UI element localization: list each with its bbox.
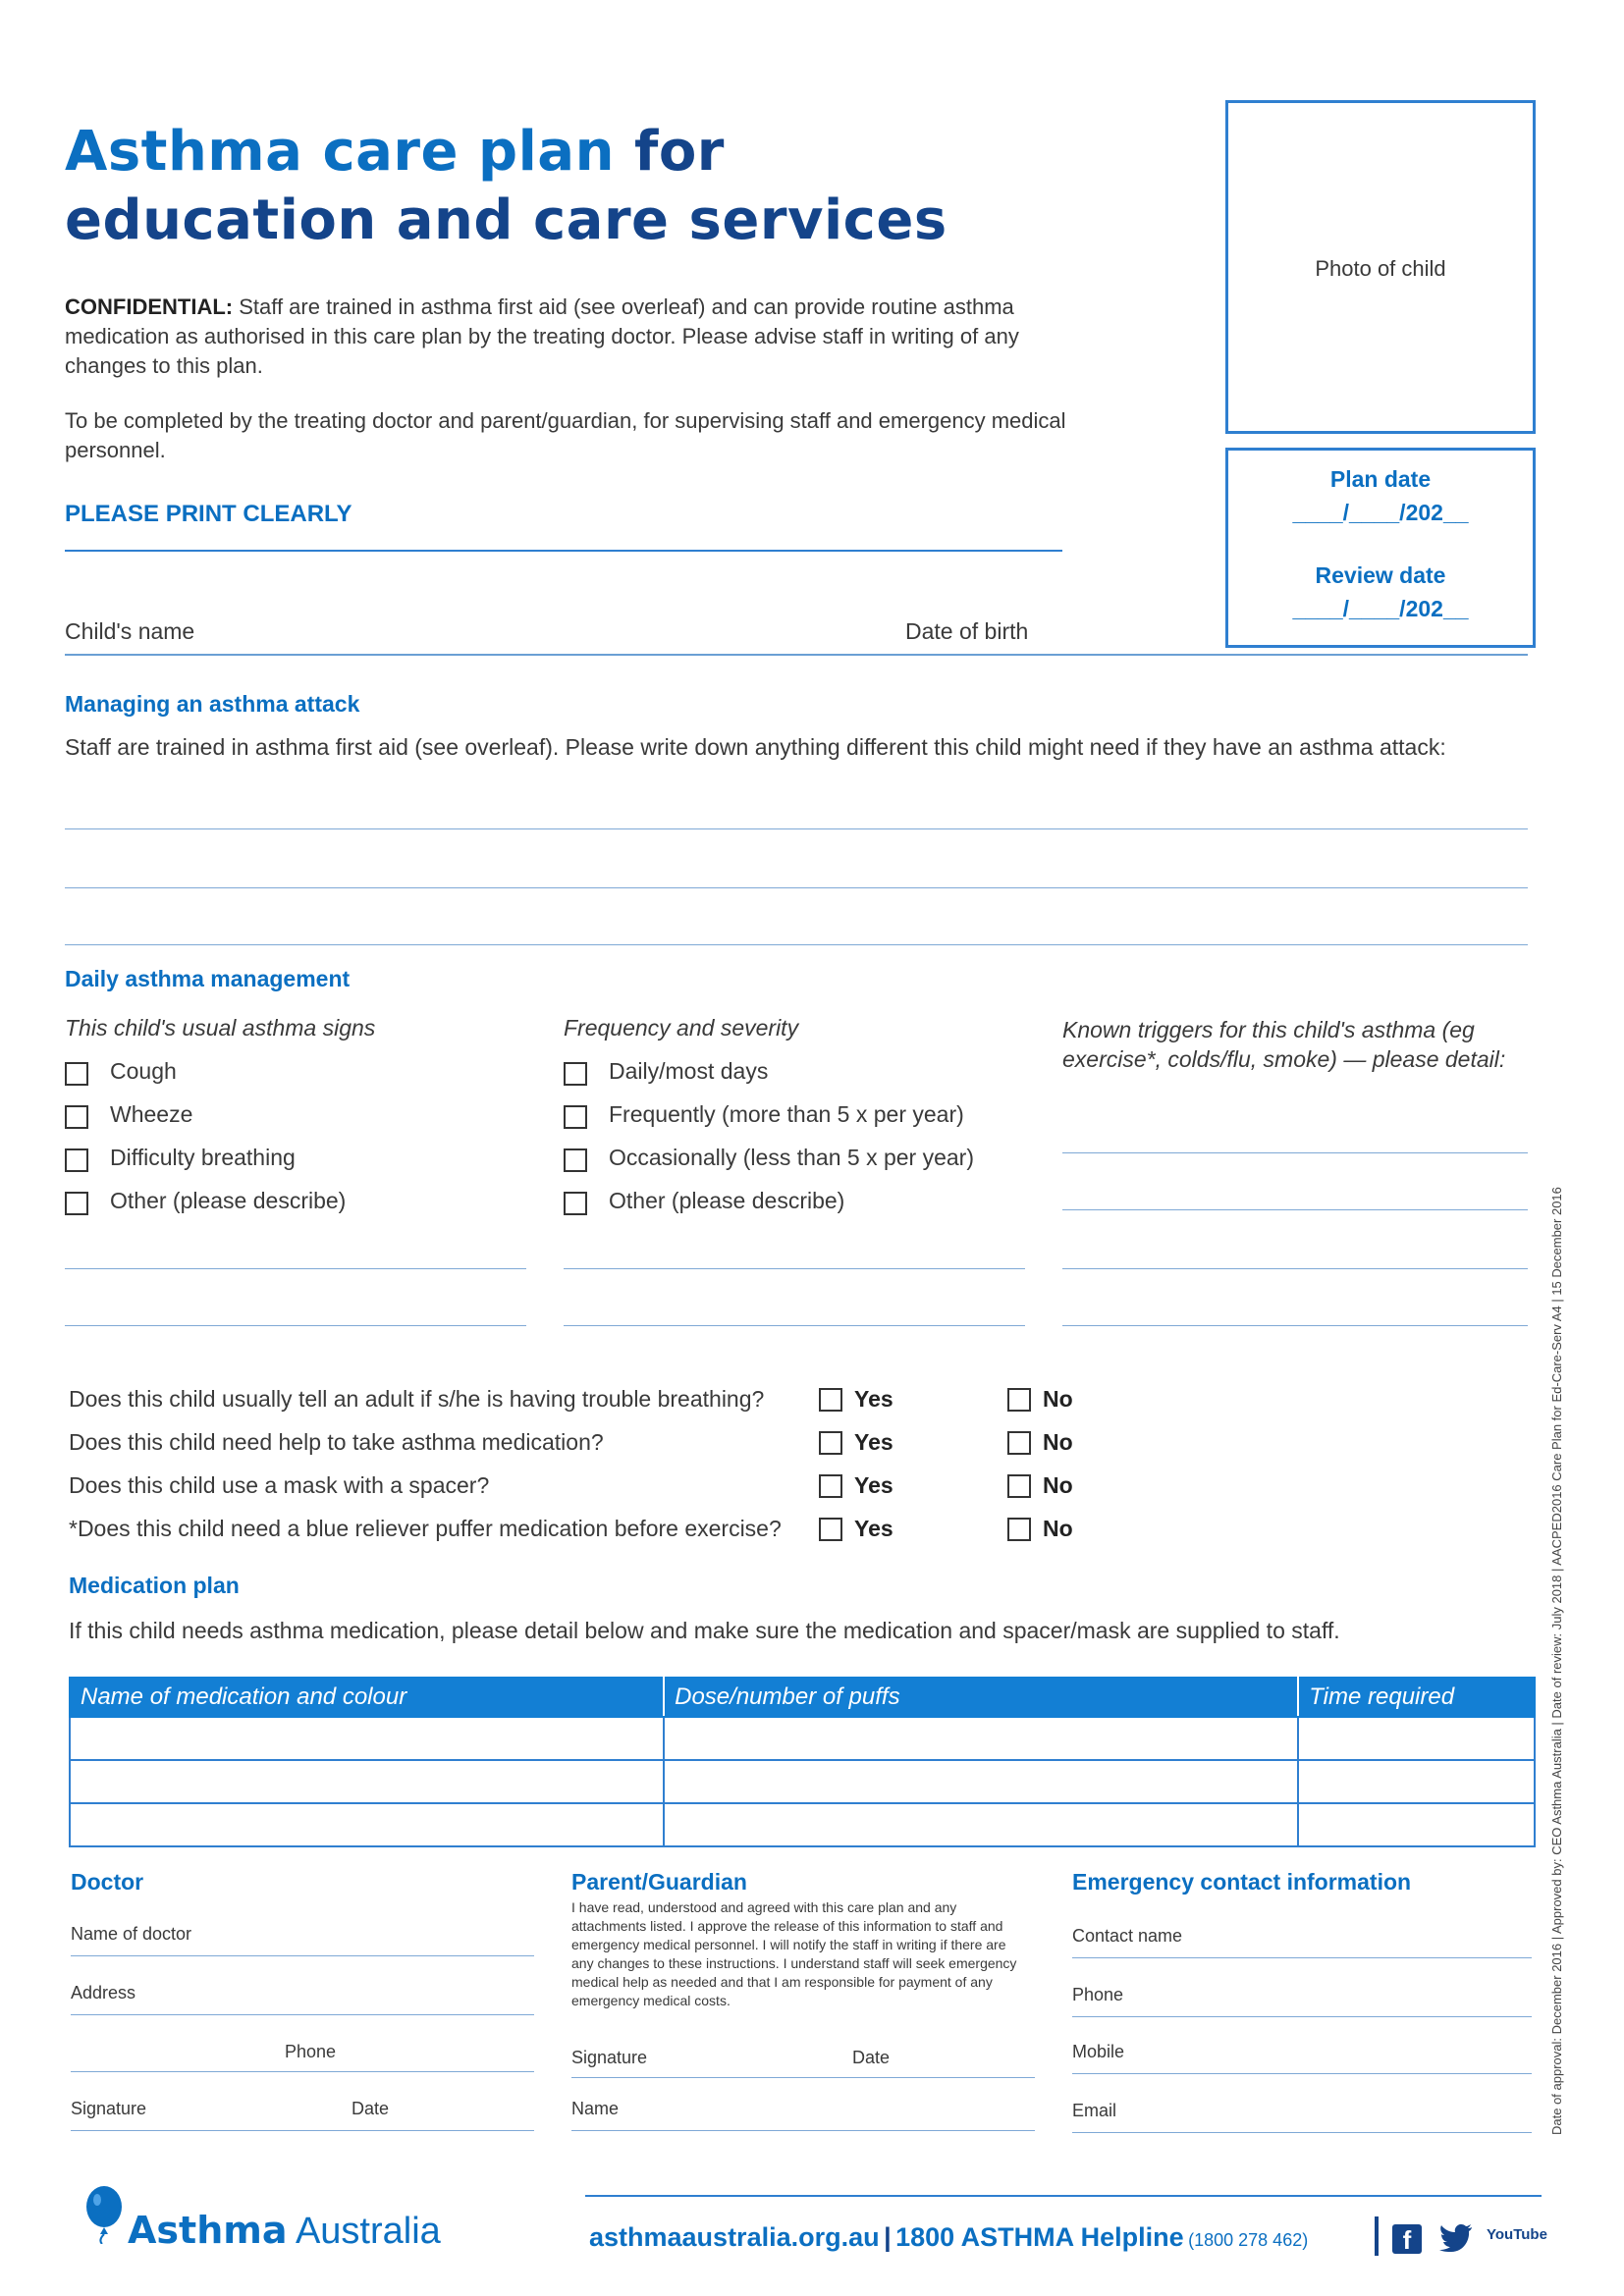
emergency-email-label: Email (1072, 2101, 1117, 2120)
attack-line-1[interactable] (65, 828, 1528, 829)
page-title (65, 118, 947, 255)
signs-heading: This child's usual asthma signs (65, 1015, 376, 1041)
logo-light-text: Australia (295, 2211, 441, 2252)
dose-cell[interactable] (664, 1717, 1298, 1760)
parent-date-label: Date (852, 2048, 891, 2067)
doctor-heading: Doctor (71, 1869, 144, 1895)
medication-cell[interactable] (70, 1803, 664, 1846)
asthma-logo-balloon-icon (84, 2185, 124, 2244)
q3-yes-checkbox[interactable] (819, 1474, 842, 1498)
dob-label: Date of birth (905, 618, 1029, 644)
sign-difficulty-label: Difficulty breathing (110, 1145, 296, 1170)
title-line1-b: for (633, 120, 725, 184)
dose-cell[interactable] (664, 1803, 1298, 1846)
parent-name-field[interactable] (571, 2130, 1035, 2131)
question-4: *Does this child need a blue reliever puffer medication before exercise? (69, 1516, 782, 1541)
time-cell[interactable] (1298, 1760, 1535, 1803)
q1-yes-checkbox[interactable] (819, 1388, 842, 1412)
emergency-email-field[interactable] (1072, 2132, 1532, 2133)
signs-line-2[interactable] (65, 1325, 526, 1326)
medication-cell[interactable] (70, 1760, 664, 1803)
frequency-line-1[interactable] (564, 1268, 1025, 1269)
table-row (70, 1717, 1535, 1760)
confidential-text: Staff are trained in asthma first aid (see overleaf) and can provide routine asthma medication as authorised in this care plan by the treating doctor. Please advise staff in writing of any changes to this plan. (65, 294, 1019, 378)
youtube-label: YouTube (1487, 2226, 1547, 2243)
triggers-line-1[interactable] (1062, 1152, 1528, 1153)
question-1: Does this child usually tell an adult if s/he is having trouble breathing? (69, 1386, 765, 1412)
emergency-phone-label: Phone (1072, 1985, 1124, 2004)
sign-other-label: Other (please describe) (110, 1188, 347, 1213)
attack-line-3[interactable] (65, 944, 1528, 945)
q2-no-label: No (1043, 1429, 1073, 1455)
completion-paragraph: To be completed by the treating doctor and parent/guardian, for supervising staff and emergency medical personnel. (65, 408, 1066, 462)
q4-no-checkbox[interactable] (1007, 1518, 1031, 1541)
child-name-label: Child's name (65, 618, 195, 644)
footer-contact-line (589, 2222, 1308, 2253)
title-line2: education and care services (65, 188, 947, 252)
footer-divider (585, 2195, 1542, 2197)
social-divider (1375, 2216, 1379, 2256)
q4-yes-label: Yes (854, 1516, 893, 1541)
emergency-heading: Emergency contact information (1072, 1869, 1412, 1895)
parent-consent-text: I have read, understood and agreed with this care plan and any attachments listed. I approve the release of this information to staff and emergency medical personnel. I will notify the staff in writing if there are any changes to these instructions. I understand staff will seek emergency medical help as needed and that I am responsible for payment of any emergency medical costs. (571, 1899, 1017, 2008)
q1-yes-label: Yes (854, 1386, 893, 1412)
photo-box[interactable] (1225, 100, 1536, 434)
medication-table (69, 1677, 1536, 1847)
q3-yes-label: Yes (854, 1472, 893, 1498)
child-name-field[interactable] (65, 654, 1528, 656)
helpline-number: (1800 278 462) (1188, 2230, 1309, 2250)
q1-no-checkbox[interactable] (1007, 1388, 1031, 1412)
sign-wheeze-label: Wheeze (110, 1101, 193, 1127)
freq-occasional-label: Occasionally (less than 5 x per year) (609, 1145, 974, 1170)
youtube-icon[interactable] (1487, 2226, 1547, 2243)
freq-daily-checkbox[interactable] (564, 1062, 587, 1086)
parent-signature-field[interactable] (571, 2077, 1035, 2078)
triggers-line-4[interactable] (1062, 1325, 1528, 1326)
sign-difficulty-checkbox[interactable] (65, 1148, 88, 1172)
medication-table-header (70, 1678, 1535, 1717)
q4-no-label: No (1043, 1516, 1073, 1541)
freq-frequent-checkbox[interactable] (564, 1105, 587, 1129)
freq-occasional-checkbox[interactable] (564, 1148, 587, 1172)
triggers-heading: Known triggers for this child's asthma (eg exercise*, colds/flu, smoke) — please detail: (1062, 1017, 1506, 1072)
question-3: Does this child use a mask with a spacer? (69, 1472, 490, 1498)
twitter-icon[interactable] (1439, 2224, 1473, 2257)
emergency-contact-label: Contact name (1072, 1926, 1183, 1946)
parent-heading: Parent/Guardian (571, 1869, 747, 1895)
title-line1-a: Asthma care plan (65, 120, 615, 184)
doctor-name-field[interactable] (71, 1955, 534, 1956)
triggers-line-3[interactable] (1062, 1268, 1528, 1269)
q3-no-label: No (1043, 1472, 1073, 1498)
q1-no-label: No (1043, 1386, 1073, 1412)
plan-date-label: Plan date (1329, 466, 1432, 492)
print-clearly-label: PLEASE PRINT CLEARLY (65, 501, 352, 527)
q2-yes-label: Yes (854, 1429, 893, 1455)
freq-frequent-label: Frequently (more than 5 x per year) (609, 1101, 964, 1127)
freq-other-label: Other (please describe) (609, 1188, 845, 1213)
table-row (70, 1760, 1535, 1803)
dates-box (1225, 448, 1536, 648)
sign-cough-checkbox[interactable] (65, 1062, 88, 1086)
triggers-line-2[interactable] (1062, 1209, 1528, 1210)
table-row (70, 1803, 1535, 1846)
doctor-date-label: Date (352, 2099, 390, 2118)
confidential-paragraph (65, 293, 1066, 381)
doctor-phone-label: Phone (285, 2042, 337, 2061)
medication-heading: Medication plan (69, 1573, 240, 1598)
q4-yes-checkbox[interactable] (819, 1518, 842, 1541)
plan-date-field[interactable]: ____/____/202__ (1292, 500, 1469, 525)
helpline-text: 1800 ASTHMA Helpline (895, 2222, 1184, 2252)
photo-label: Photo of child (1315, 256, 1446, 281)
sign-other-checkbox[interactable] (65, 1192, 88, 1215)
sign-wheeze-checkbox[interactable] (65, 1105, 88, 1129)
parent-name-label: Name (571, 2099, 620, 2118)
medication-text: If this child needs asthma medication, please detail below and make sure the medication and spacer/mask are supplied to staff. (69, 1618, 1340, 1643)
emergency-mobile-label: Mobile (1072, 2042, 1125, 2061)
time-cell[interactable] (1298, 1803, 1535, 1846)
doctor-signature-label: Signature (71, 2099, 147, 2118)
emergency-contact-field[interactable] (1072, 1957, 1532, 1958)
header-divider (65, 550, 1062, 552)
frequency-line-2[interactable] (564, 1325, 1025, 1326)
doctor-signature-field[interactable] (71, 2130, 534, 2131)
q3-no-checkbox[interactable] (1007, 1474, 1031, 1498)
col-medication-name: Name of medication and colour (70, 1678, 664, 1717)
asthma-australia-logo[interactable] (128, 2209, 441, 2253)
freq-daily-label: Daily/most days (609, 1058, 769, 1084)
doctor-address-label: Address (71, 1983, 136, 2002)
q2-yes-checkbox[interactable] (819, 1431, 842, 1455)
emergency-mobile-field[interactable] (1072, 2073, 1532, 2074)
doctor-phone-field[interactable] (71, 2071, 534, 2072)
dose-cell[interactable] (664, 1760, 1298, 1803)
parent-signature-label: Signature (571, 2048, 648, 2067)
emergency-phone-field[interactable] (1072, 2016, 1532, 2017)
question-2: Does this child need help to take asthma medication? (69, 1429, 604, 1455)
attack-text: Staff are trained in asthma first aid (see overleaf). Please write down anything different this child might need if they have an asthma attack: (65, 734, 1446, 760)
attack-line-2[interactable] (65, 887, 1528, 888)
col-dose: Dose/number of puffs (664, 1678, 1298, 1717)
attack-heading: Managing an asthma attack (65, 691, 360, 717)
frequency-heading: Frequency and severity (564, 1015, 799, 1041)
review-date-field[interactable]: ____/____/202__ (1292, 596, 1469, 621)
logo-bold-text: Asthma (128, 2209, 288, 2252)
sign-cough-label: Cough (110, 1058, 177, 1084)
footer-separator: | (884, 2222, 892, 2252)
time-cell[interactable] (1298, 1717, 1535, 1760)
doctor-name-label: Name of doctor (71, 1924, 192, 1944)
confidential-label: CONFIDENTIAL: (65, 294, 234, 319)
review-date-label: Review date (1315, 562, 1446, 588)
website-link[interactable]: asthmaaustralia.org.au (589, 2222, 880, 2252)
approval-vertical-text: Date of approval: December 2016 | Approved by: CEO Asthma Australia | Date of review: July 2018 | AACPED2016 Care Plan for Ed-Care-Serv A4 | 15 December 2016 (1549, 1187, 1564, 2135)
signs-line-1[interactable] (65, 1268, 526, 1269)
doctor-address-field[interactable] (71, 2014, 534, 2015)
medication-cell[interactable] (70, 1717, 664, 1760)
col-time: Time required (1298, 1678, 1535, 1717)
daily-heading: Daily asthma management (65, 966, 351, 991)
facebook-icon[interactable]: f (1392, 2224, 1422, 2254)
freq-other-checkbox[interactable] (564, 1192, 587, 1215)
q2-no-checkbox[interactable] (1007, 1431, 1031, 1455)
